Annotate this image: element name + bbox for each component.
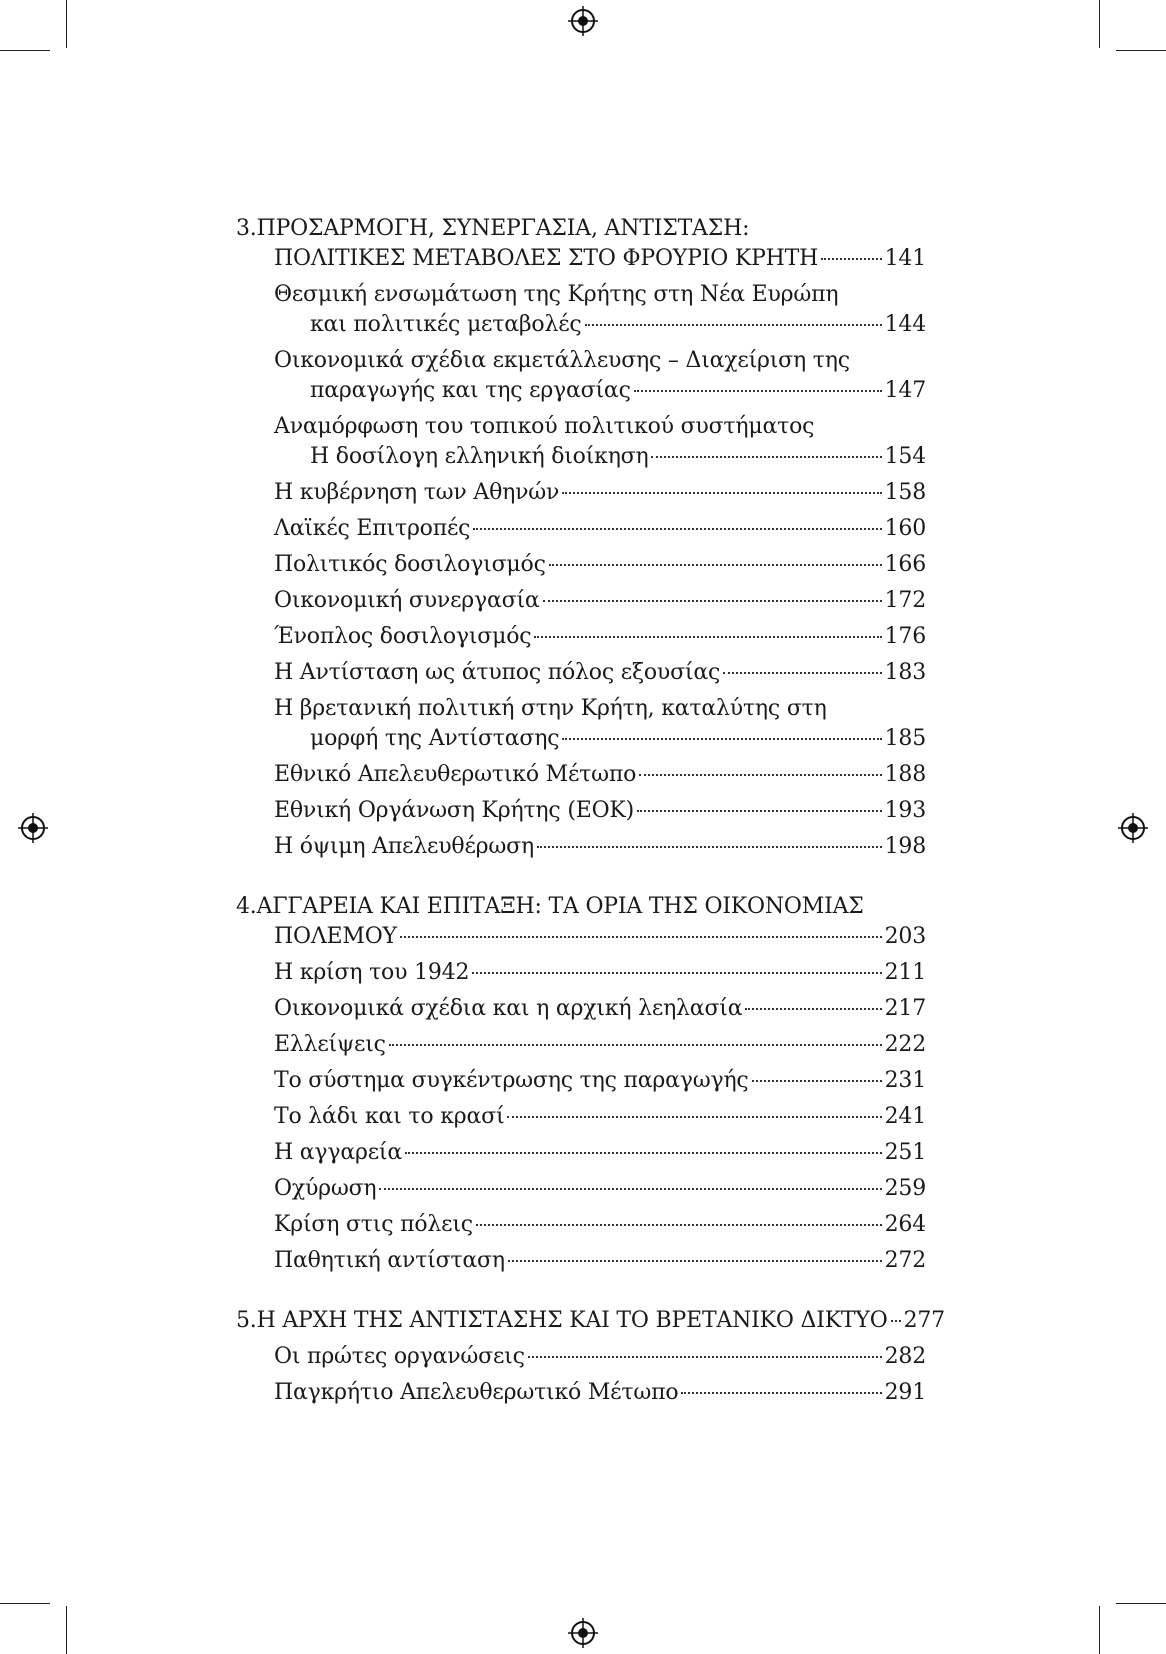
toc-entry[interactable]: [236, 1102, 926, 1132]
toc-entry[interactable]: [236, 796, 926, 826]
chapter-number: 5.: [236, 1308, 257, 1333]
page-number: 222: [884, 1032, 926, 1057]
toc-entry[interactable]: [236, 412, 926, 472]
crop-mark-bottom-right-v: [1099, 1606, 1100, 1654]
leader-dots: [821, 258, 881, 260]
entry-title: Οικονομικά σχέδια και η αρχική λεηλασία: [274, 996, 743, 1021]
entry-title: Πολιτικός δοσιλογισμός: [274, 552, 546, 577]
entry-title: Οικονομική συνεργασία: [274, 588, 540, 613]
leader-dots: [549, 564, 882, 566]
entry-title: Παθητική αντίσταση: [274, 1248, 505, 1273]
leader-dots: [745, 1008, 881, 1010]
leader-dots: [651, 456, 881, 458]
page-number: 198: [884, 834, 926, 859]
crop-mark-bottom-left-h: [0, 1603, 50, 1604]
toc-entry[interactable]: [236, 1246, 926, 1276]
entry-title: Ελλείψεις: [274, 1032, 386, 1057]
entry-title: Οχύρωση: [274, 1176, 377, 1201]
toc-entry[interactable]: [236, 1138, 926, 1168]
entry-title-continued: μορφή της Αντίστασης: [310, 726, 560, 751]
crop-mark-bottom-right-h: [1116, 1603, 1166, 1604]
entry-title-continued: Η δοσίλογη ελληνική διοίκηση: [310, 444, 649, 469]
toc-entry[interactable]: [236, 958, 926, 988]
page-number: 147: [884, 378, 926, 403]
page-number: 231: [884, 1068, 926, 1093]
entry-title: Παγκρήτιο Απελευθερωτικό Μέτωπο: [274, 1380, 679, 1405]
page-number: 259: [884, 1176, 926, 1201]
toc-entry[interactable]: [236, 658, 926, 688]
entry-title: Η αγγαρεία: [274, 1140, 403, 1165]
page-number: 203: [884, 924, 926, 949]
entry-title-continued: παραγωγής και της εργασίας: [310, 378, 631, 403]
chapter-title: ΠΡΟΣΑΡΜΟΓΗ, ΣΥΝΕΡΓΑΣΙΑ, ΑΝΤΙΣΤΑΣΗ:: [256, 216, 750, 241]
chapter-number: 3.: [236, 216, 257, 241]
entry-title-continued: και πολιτικές μεταβολές: [310, 312, 582, 337]
registration-mark-left: [18, 813, 48, 843]
leader-dots: [473, 528, 881, 530]
toc-entry[interactable]: [236, 694, 926, 754]
leader-dots: [637, 810, 882, 812]
page-number: 176: [884, 624, 926, 649]
leader-dots: [585, 324, 882, 326]
leader-dots: [562, 738, 881, 740]
leader-dots: [634, 390, 882, 392]
leader-dots: [507, 1116, 881, 1118]
leader-dots: [405, 1152, 882, 1154]
page-number: 282: [884, 1344, 926, 1369]
entry-title: Θεσμική ενσωμάτωση της Κρήτης στη Νέα Ευρώπη: [274, 282, 839, 307]
entry-title: Η Αντίσταση ως άτυπος πόλος εξουσίας: [274, 660, 721, 685]
leader-dots: [752, 1080, 882, 1082]
toc-chapter: [236, 892, 926, 1276]
toc-entry[interactable]: [236, 514, 926, 544]
page-number: 172: [884, 588, 926, 613]
chapter-title-line: [236, 244, 926, 274]
page-number: 241: [884, 1104, 926, 1129]
page-number: 188: [884, 762, 926, 787]
entry-title: Το σύστημα συγκέντρωσης της παραγωγής: [274, 1068, 749, 1093]
toc-entry[interactable]: [236, 760, 926, 790]
leader-dots: [681, 1392, 881, 1394]
leader-dots: [562, 492, 881, 494]
page-number: 141: [884, 246, 926, 271]
leader-dots: [639, 774, 881, 776]
toc-entry[interactable]: [236, 1342, 926, 1372]
page-number: 272: [884, 1248, 926, 1273]
page-number: 160: [884, 516, 926, 541]
entry-title: Η κρίση του 1942: [274, 960, 470, 985]
leader-dots: [400, 936, 882, 938]
chapter-title-line: [236, 214, 926, 244]
page-number: 166: [884, 552, 926, 577]
entry-title: Οικονομικά σχέδια εκμετάλλευσης – Διαχείριση της: [274, 348, 850, 373]
page-number: 291: [884, 1380, 926, 1405]
registration-mark-top: [568, 6, 598, 36]
entry-title: Ένοπλος δοσιλογισμός: [274, 624, 532, 649]
page-number: 185: [884, 726, 926, 751]
entry-title: Η όψιμη Απελευθέρωση: [274, 834, 534, 859]
page-number: 217: [884, 996, 926, 1021]
crop-mark-bottom-left-v: [66, 1606, 67, 1654]
entry-title: Λαϊκές Επιτροπές: [274, 516, 471, 541]
leader-dots: [389, 1044, 882, 1046]
entry-title: Εθνικό Απελευθερωτικό Μέτωπο: [274, 762, 637, 787]
leader-dots: [723, 672, 881, 674]
toc-entry[interactable]: [236, 832, 926, 862]
page-number: 158: [884, 480, 926, 505]
page-number: 193: [884, 798, 926, 823]
toc-chapter: [236, 214, 926, 862]
toc-entry[interactable]: [236, 1378, 926, 1408]
leader-dots: [528, 1356, 882, 1358]
toc-entry[interactable]: [236, 550, 926, 580]
leader-dots: [472, 972, 881, 974]
toc-entry[interactable]: [236, 1066, 926, 1096]
entry-title: Η κυβέρνηση των Αθηνών: [274, 480, 560, 505]
page-number: 211: [884, 960, 926, 985]
leader-dots: [543, 600, 882, 602]
toc-entry[interactable]: [236, 1030, 926, 1060]
toc-entry[interactable]: [236, 478, 926, 508]
chapter-title-line: [236, 892, 926, 922]
toc-entry[interactable]: [236, 1210, 926, 1240]
registration-mark-right: [1118, 813, 1148, 843]
leader-dots: [379, 1188, 881, 1190]
chapter-title: ΑΓΓΑΡΕΙΑ ΚΑΙ ΕΠΙΤΑΞΗ: ΤΑ ΟΡΙΑ ΤΗΣ ΟΙΚΟΝΟΜΙΑΣ: [256, 894, 864, 919]
leader-dots: [891, 1320, 901, 1322]
entry-title: Οι πρώτες οργανώσεις: [274, 1344, 525, 1369]
entry-title: Κρίση στις πόλεις: [274, 1212, 473, 1237]
page-number: 183: [884, 660, 926, 685]
chapter-number: 4.: [236, 894, 257, 919]
chapter-title-line: [236, 1306, 945, 1336]
chapter-title-line: [236, 922, 926, 952]
crop-mark-top-left-v: [66, 0, 67, 48]
toc-entry[interactable]: [236, 1174, 926, 1204]
page-number: 144: [884, 312, 926, 337]
page-number: 264: [884, 1212, 926, 1237]
crop-mark-top-right-h: [1116, 50, 1166, 51]
entry-title: Εθνική Οργάνωση Κρήτης (ΕΟΚ): [274, 798, 635, 823]
toc-chapter: [236, 1306, 945, 1408]
toc-entry[interactable]: [236, 586, 926, 616]
entry-title: Αναμόρφωση του τοπικού πολιτικού συστήματος: [274, 414, 815, 439]
registration-mark-bottom: [568, 1618, 598, 1648]
toc-entry[interactable]: [236, 622, 926, 652]
table-of-contents: [236, 214, 945, 1438]
page-number: 251: [884, 1140, 926, 1165]
crop-mark-top-right-v: [1099, 0, 1100, 48]
chapter-title: Η ΑΡΧΗ ΤΗΣ ΑΝΤΙΣΤΑΣΗΣ ΚΑΙ ΤΟ ΒΡΕΤΑΝΙΚΟ ΔΙΚΤΥΟ: [256, 1308, 888, 1333]
page-number: 277: [903, 1308, 945, 1333]
entry-title: Η βρετανική πολιτική στην Κρήτη, καταλύτης στη: [274, 696, 827, 721]
leader-dots: [508, 1260, 882, 1262]
crop-mark-top-left-h: [0, 50, 50, 51]
toc-entry[interactable]: [236, 346, 926, 406]
leader-dots: [476, 1224, 882, 1226]
entry-title: Το λάδι και το κρασί: [274, 1104, 505, 1129]
chapter-title-continued: ΠΟΛΙΤΙΚΕΣ ΜΕΤΑΒΟΛΕΣ ΣΤΟ ΦΡΟΥΡΙΟ ΚΡΗΤΗ: [274, 246, 819, 271]
leader-dots: [537, 846, 882, 848]
toc-entry[interactable]: [236, 994, 926, 1024]
leader-dots: [534, 636, 881, 638]
chapter-title-continued: ΠΟΛΕΜΟΥ: [274, 924, 397, 949]
toc-entry[interactable]: [236, 280, 926, 340]
page-number: 154: [884, 444, 926, 469]
